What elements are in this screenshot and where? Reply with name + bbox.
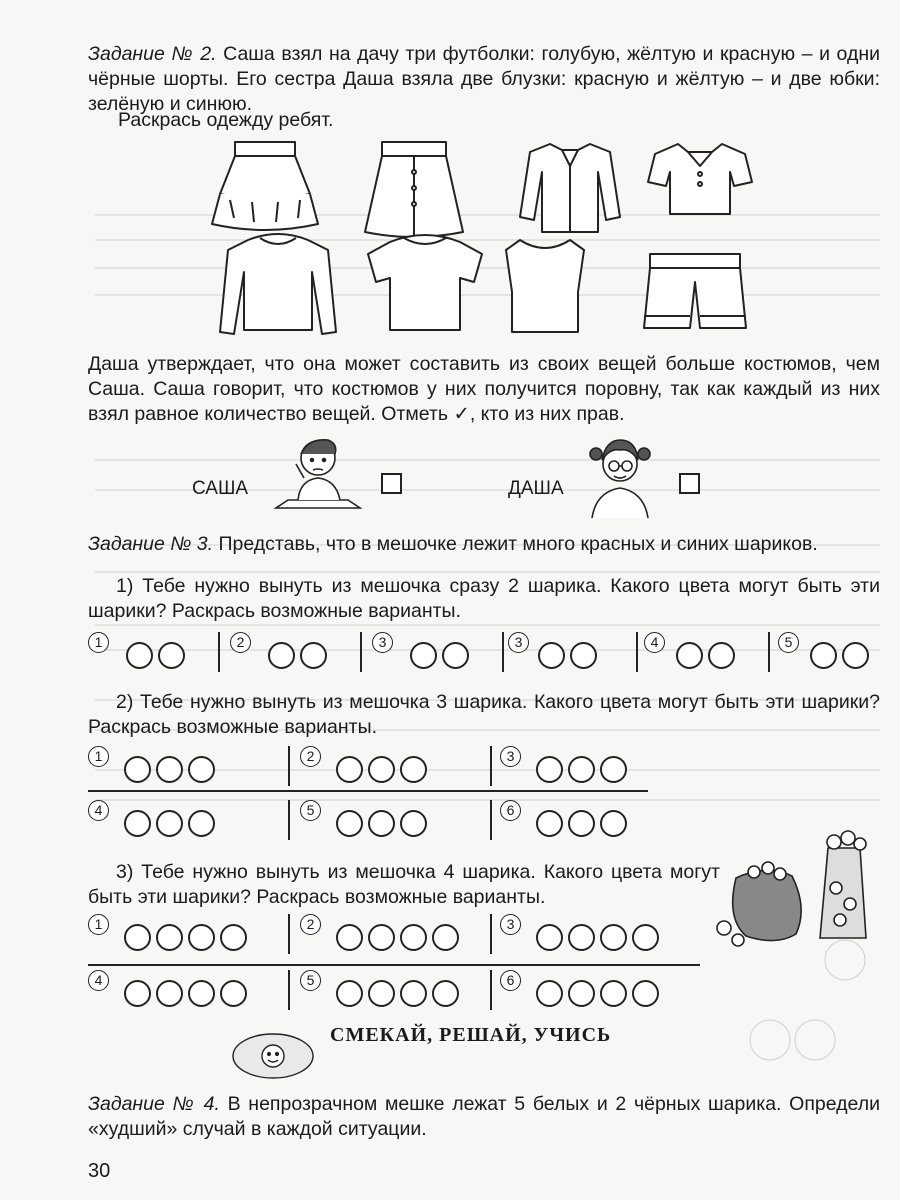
ball[interactable] [400, 810, 427, 837]
ball[interactable] [188, 924, 215, 951]
task4-body: В непрозрачном мешке лежат 5 белых и 2 чёрных шарика. Определи «худший» случай в каждой ситуации. [88, 1093, 881, 1140]
ball[interactable] [400, 980, 427, 1007]
answer-row-2-balls [88, 632, 888, 672]
ball[interactable] [600, 980, 627, 1007]
name-sasha: САША [192, 478, 249, 499]
row-separator [88, 964, 700, 966]
ball[interactable] [600, 756, 627, 783]
blouse-icon [648, 144, 752, 214]
boy-icon [268, 428, 368, 518]
row-separator [88, 790, 648, 792]
ball[interactable] [156, 924, 183, 951]
ball[interactable] [220, 980, 247, 1007]
option-number: 2 [300, 914, 321, 935]
tshirt-icon [220, 234, 336, 334]
ball[interactable] [432, 924, 459, 951]
ball[interactable] [368, 756, 395, 783]
ball[interactable] [568, 810, 595, 837]
divider [490, 970, 492, 1010]
ball[interactable] [632, 980, 659, 1007]
ball[interactable] [410, 642, 437, 669]
divider [288, 746, 290, 786]
ball[interactable] [156, 810, 183, 837]
tshirt-icon [368, 235, 482, 330]
dasha-checkbox[interactable] [679, 473, 700, 494]
ball[interactable] [536, 980, 563, 1007]
task2-instruction: Раскрась одежду ребят. [118, 109, 334, 131]
option-number: 1 [88, 746, 109, 767]
numbers-logo-icon [228, 1026, 318, 1082]
ball[interactable] [368, 810, 395, 837]
clothes-illustration [200, 132, 760, 340]
sasha-checkbox[interactable] [381, 473, 402, 494]
ball[interactable] [400, 756, 427, 783]
ball[interactable] [568, 756, 595, 783]
ball[interactable] [432, 980, 459, 1007]
name-dasha: ДАША [508, 478, 564, 499]
skirt-icon [212, 142, 318, 230]
ball[interactable] [156, 756, 183, 783]
ball[interactable] [188, 756, 215, 783]
divider [490, 914, 492, 954]
option-number: 4 [88, 800, 109, 821]
task2-claim: Даша утверждает, что она может составить из своих вещей больше костюмов, чем Саша. Саша говорит, что костюмов у них получится поровну, так как каждый из них взял равное количество вещей. Отметь ✓, кто из них прав. [88, 353, 880, 425]
task2-body: Саша взял на дачу три футболки: голубую, жёлтую и красную – и одни чёрные шорты. Его сестра Даша взяла две блузки: красную и жёлтую – и две юбки: зелёную и синюю. [88, 43, 880, 115]
ball[interactable] [124, 924, 151, 951]
divider [768, 632, 770, 672]
divider [288, 970, 290, 1010]
ball[interactable] [124, 980, 151, 1007]
ball[interactable] [568, 924, 595, 951]
ball[interactable] [570, 642, 597, 669]
task3-text [88, 532, 880, 557]
task3-body: Представь, что в мешочке лежит много красных и синих шариков. [218, 533, 818, 555]
ball[interactable] [156, 980, 183, 1007]
option-number: 2 [230, 632, 251, 653]
ball[interactable] [536, 810, 563, 837]
task3-heading: Задание № 3. [88, 533, 214, 555]
ball[interactable] [632, 924, 659, 951]
ball[interactable] [124, 810, 151, 837]
option-number: 3 [508, 632, 529, 653]
option-number: 2 [300, 746, 321, 767]
ball[interactable] [220, 924, 247, 951]
divider [288, 914, 290, 954]
skirt-icon [365, 142, 463, 237]
option-number: 4 [88, 970, 109, 991]
ball[interactable] [810, 642, 837, 669]
option-number: 5 [778, 632, 799, 653]
option-number: 3 [500, 746, 521, 767]
divider [490, 800, 492, 840]
divider [502, 632, 504, 672]
ball[interactable] [188, 980, 215, 1007]
option-number: 4 [644, 632, 665, 653]
ball[interactable] [268, 642, 295, 669]
divider [288, 800, 290, 840]
ball[interactable] [368, 980, 395, 1007]
option-number: 1 [88, 632, 109, 653]
divider [218, 632, 220, 672]
task2-text [88, 42, 880, 117]
girl-icon [572, 428, 668, 520]
answer-row-4-balls-b [88, 970, 888, 1010]
ball[interactable] [600, 924, 627, 951]
ball[interactable] [124, 756, 151, 783]
ball[interactable] [536, 924, 563, 951]
ball[interactable] [842, 642, 869, 669]
ball[interactable] [368, 924, 395, 951]
ball[interactable] [336, 756, 363, 783]
ball[interactable] [300, 642, 327, 669]
divider [636, 632, 638, 672]
ball[interactable] [536, 756, 563, 783]
ball[interactable] [600, 810, 627, 837]
answer-row-4-balls-a [88, 914, 888, 954]
section-banner: СМЕКАЙ, РЕШАЙ, УЧИСЬ [330, 1024, 612, 1046]
divider [360, 632, 362, 672]
ball[interactable] [336, 980, 363, 1007]
option-number: 6 [500, 970, 521, 991]
task3-question1: 1) Тебе нужно вынуть из мешочка сразу 2 шарика. Какого цвета могут быть эти шарики? Раскрась возможные варианты. [88, 575, 880, 622]
ball[interactable] [126, 642, 153, 669]
shorts-icon [644, 254, 746, 328]
tshirt-icon [506, 240, 584, 332]
task2-heading: Задание № 2. [88, 43, 217, 65]
ball[interactable] [568, 980, 595, 1007]
task4-heading: Задание № 4. [88, 1093, 220, 1115]
ball[interactable] [400, 924, 427, 951]
divider [490, 746, 492, 786]
ball[interactable] [188, 810, 215, 837]
option-number: 6 [500, 800, 521, 821]
ball[interactable] [336, 924, 363, 951]
ball[interactable] [676, 642, 703, 669]
ball[interactable] [708, 642, 735, 669]
task3-question3: 3) Тебе нужно вынуть из мешочка 4 шарика. Какого цвета могут быть эти шарики? Раскрась возможные варианты. [88, 861, 720, 908]
option-number: 1 [88, 914, 109, 935]
page-number: 30 [88, 1160, 111, 1182]
option-number: 5 [300, 970, 321, 991]
ball[interactable] [158, 642, 185, 669]
task4-text [88, 1092, 880, 1142]
shirt-icon [520, 144, 620, 232]
answer-row-3-balls-a [88, 746, 888, 786]
ball[interactable] [442, 642, 469, 669]
ball[interactable] [538, 642, 565, 669]
option-number: 3 [372, 632, 393, 653]
option-number: 5 [300, 800, 321, 821]
option-number: 3 [500, 914, 521, 935]
ball[interactable] [336, 810, 363, 837]
task3-question2: 2) Тебе нужно вынуть из мешочка 3 шарика. Какого цвета могут быть эти шарики? Раскрась возможные варианты. [88, 691, 880, 738]
